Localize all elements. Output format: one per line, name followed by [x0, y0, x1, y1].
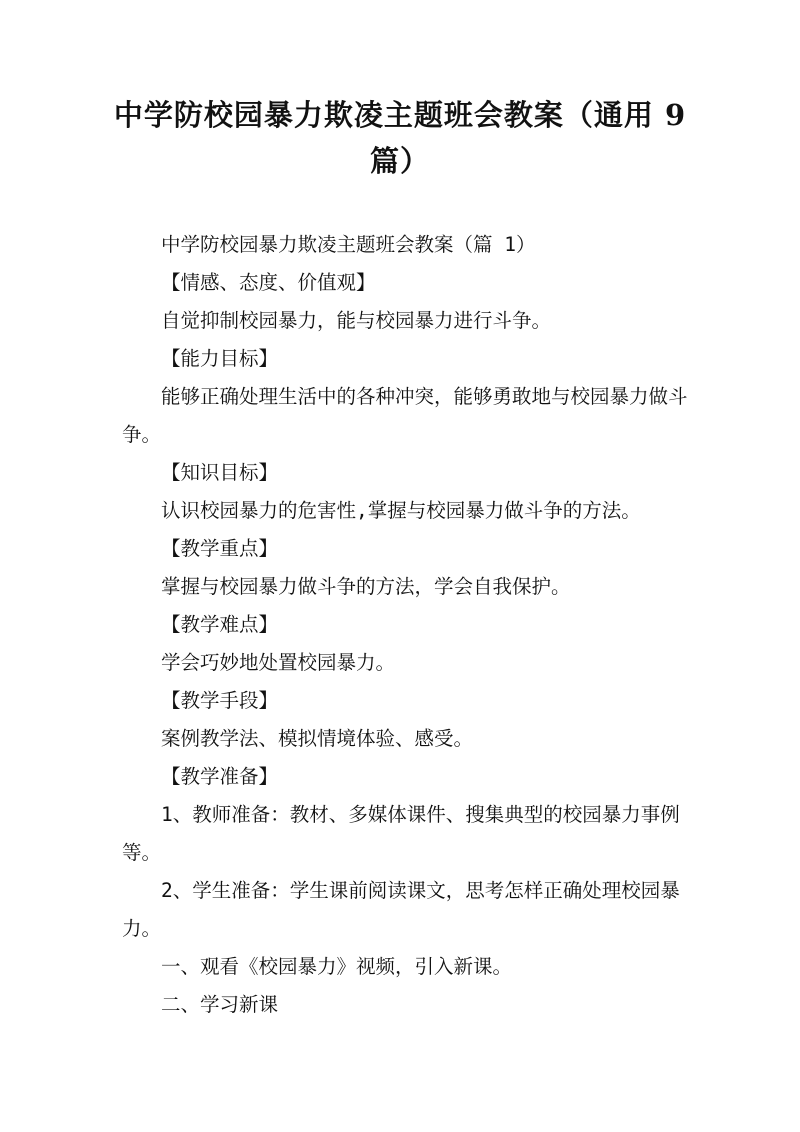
body-paragraph: 掌握与校园暴力做斗争的方法，学会自我保护。	[161, 575, 571, 598]
bracket-heading: 【教学重点】	[161, 537, 279, 560]
bracket-heading: 【情感、态度、价值观】	[161, 271, 376, 294]
bracket-heading: 【能力目标】	[161, 347, 279, 370]
document-body	[122, 226, 688, 1024]
bracket-heading: 【教学手段】	[161, 689, 279, 712]
document-title: 中学防校园暴力欺凌主题班会教案（通用 9 篇）	[113, 98, 687, 178]
list-item: 二、学习新课	[161, 993, 279, 1016]
bracket-heading: 【教学难点】	[161, 613, 279, 636]
list-item: 2、学生准备：学生课前阅读课文，思考怎样正确处理校园暴力。	[122, 879, 680, 940]
bracket-heading: 【教学准备】	[161, 765, 279, 788]
body-paragraph: 案例教学法、模拟情境体验、感受。	[161, 727, 474, 750]
section-heading: 中学防校园暴力欺凌主题班会教案（篇 1）	[161, 233, 536, 256]
bracket-heading: 【知识目标】	[161, 461, 279, 484]
body-paragraph: 自觉抑制校园暴力，能与校园暴力进行斗争。	[161, 309, 552, 332]
body-paragraph: 认识校园暴力的危害性,掌握与校园暴力做斗争的方法。	[161, 499, 641, 522]
list-item: 一、观看《校园暴力》视频，引入新课。	[161, 955, 513, 978]
body-paragraph: 学会巧妙地处置校园暴力。	[161, 651, 396, 674]
list-item: 1、教师准备：教材、多媒体课件、搜集典型的校园暴力事例等。	[122, 803, 680, 864]
body-paragraph: 能够正确处理生活中的各种冲突，能够勇敢地与校园暴力做斗争。	[122, 385, 688, 446]
